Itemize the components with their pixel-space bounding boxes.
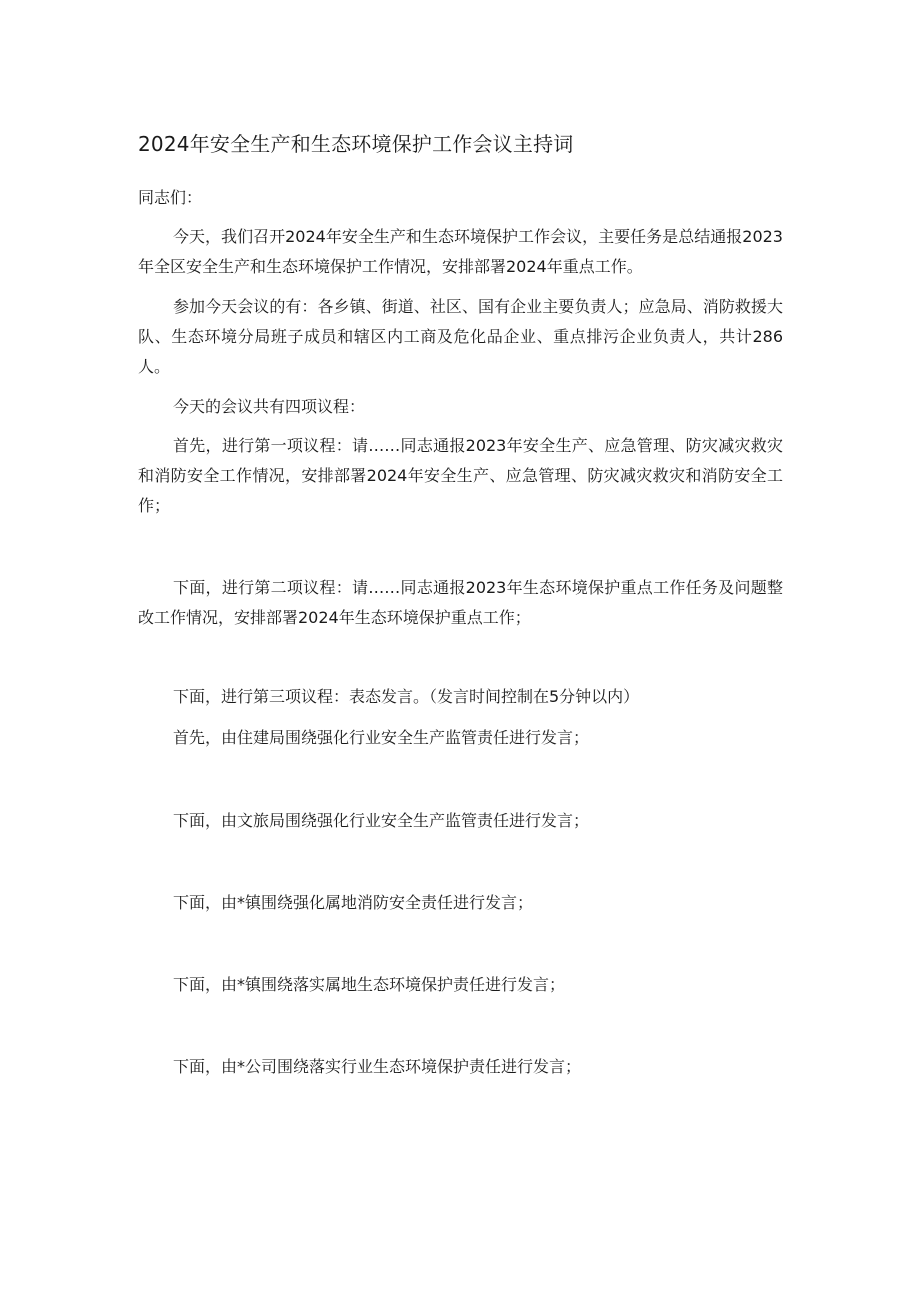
speech-item-1: 首先，由住建局围绕强化行业安全生产监管责任进行发言；: [173, 728, 590, 747]
speech-item-3: 下面，由*镇围绕强化属地消防安全责任进行发言；: [173, 893, 534, 912]
paragraph-agenda-item-2: 下面，进行第二项议程：请……同志通报2023年生态环境保护重点工作任务及问题整改工作情况，安排部署2024年生态环境保护重点工作；: [138, 578, 783, 627]
paragraph-agenda-intro: 今天的会议共有四项议程：: [173, 397, 366, 416]
document-title: 2024年安全生产和生态环境保护工作会议主持词: [138, 132, 574, 156]
speech-item-2: 下面，由文旅局围绕强化行业安全生产监管责任进行发言；: [173, 811, 590, 830]
salutation: 同志们：: [138, 188, 203, 207]
paragraph-agenda-item-1: 首先，进行第一项议程：请……同志通报2023年安全生产、应急管理、防灾减灾救灾和消防安全工作情况，安排部署2024年安全生产、应急管理、防灾减灾救灾和消防安全工作；: [138, 436, 783, 515]
speech-item-4: 下面，由*镇围绕落实属地生态环境保护责任进行发言；: [173, 975, 566, 994]
paragraph-attendees: 参加今天会议的有：各乡镇、街道、社区、国有企业主要负责人；应急局、消防救援大队、生态环境分局班子成员和辖区内工商及危化品企业、重点排污企业负责人，共计286人。: [138, 297, 783, 376]
paragraph-agenda-item-3: 下面，进行第三项议程：表态发言。（发言时间控制在5分钟以内）: [173, 687, 640, 706]
paragraph-opening: 今天，我们召开2024年安全生产和生态环境保护工作会议，主要任务是总结通报2023年全区安全生产和生态环境保护工作情况，安排部署2024年重点工作。: [138, 227, 783, 276]
speech-item-5: 下面，由*公司围绕落实行业生态环境保护责任进行发言；: [173, 1057, 582, 1076]
